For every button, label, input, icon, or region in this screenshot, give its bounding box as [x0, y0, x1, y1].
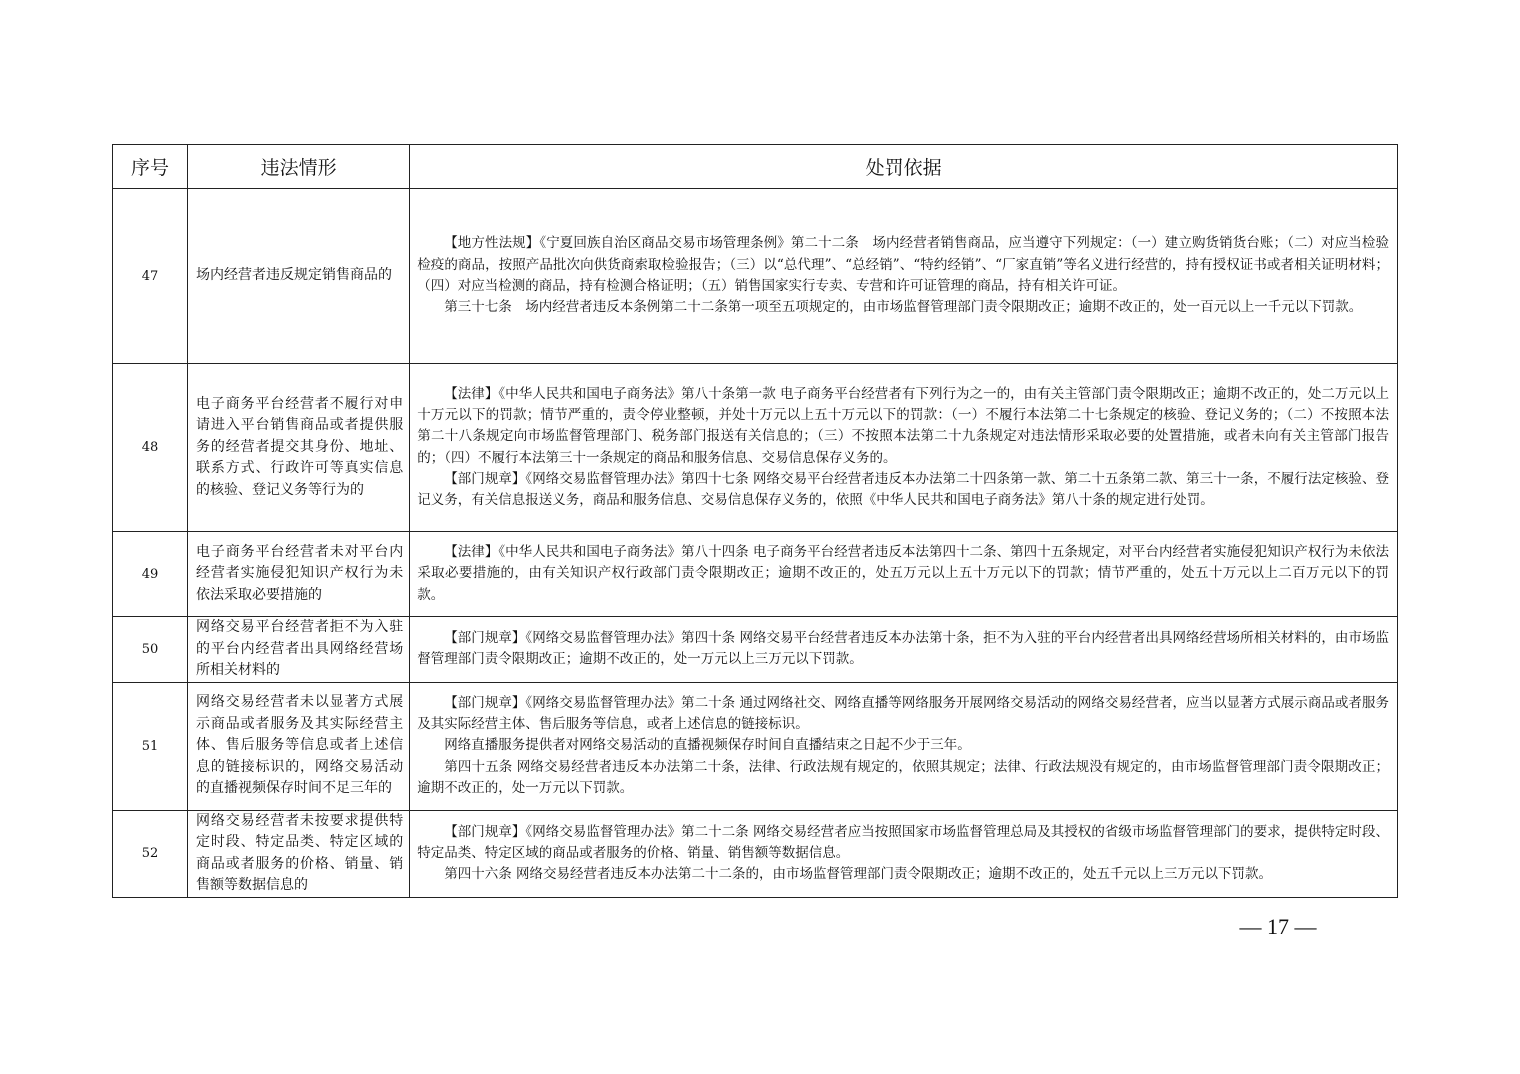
header-serial-number: 序号: [113, 145, 188, 189]
penalty-basis: [410, 810, 1398, 897]
table-row: [113, 532, 1398, 617]
basis-paragraph: 【部门规章】《网络交易监督管理办法》第二十条 通过网络社交、网络直播等网络服务开展网络交易活动的网络交易经营者，应当以显著方式展示商品或者服务及其实际经营主体、售后服务等信息，或者上述信息的链接标识。: [417, 694, 1389, 733]
violation-description: 网络交易平台经营者拒不为入驻的平台内经营者出具网络经营场所相关材料的: [188, 617, 410, 683]
basis-paragraph: 第四十五条 网络交易经营者违反本办法第二十条，法律、行政法规有规定的，依照其规定；法律、行政法规没有规定的，由市场监督管理部门责令限期改正；逾期不改正的，处一万元以下罚款。: [417, 758, 1389, 796]
basis-paragraph: 第三十七条 场内经营者违反本条例第二十二条第一项至五项规定的，由市场监督管理部门责令限期改正；逾期不改正的，处一百元以上一千元以下罚款。: [444, 299, 1363, 316]
basis-paragraph: 【法律】《中华人民共和国电子商务法》第八十四条 电子商务平台经营者违反本法第四十二条、第四十五条规定，对平台内经营者实施侵犯知识产权行为未依法采取必要措施的，由有关知识产权行政部门责令限期改正；逾期不改正的，处五万元以上五十万元以下的罚款；情节严重的，处五十万元以上二百万元以下的罚款。: [417, 544, 1389, 603]
table-row: [113, 364, 1398, 532]
basis-paragraph: 【地方性法规】《宁夏回族自治区商品交易市场管理条例》第二十二条 场内经营者销售商品，应当遵守下列规定：（一）建立购货销货台账；（二）对应当检验检疫的商品，按照产品批次向供货商索取检验报告；（三）以“总代理”、“总经销”、“特约经销”、“厂家直销”等名义进行经营的，持有授权证书或者相关证明材料；（四）对应当检测的商品，持有检测合格证明；（五）销售国家实行专卖、专营和许可证管理的商品，持有相关许可证。: [417, 235, 1389, 294]
row-number: 49: [113, 532, 188, 617]
violation-description: 电子商务平台经营者不履行对申请进入平台销售商品或者提供服务的经营者提交其身份、地址、联系方式、行政许可等真实信息的核验、登记义务等行为的: [188, 364, 410, 532]
table-row: [113, 810, 1398, 897]
violation-description: 电子商务平台经营者未对平台内经营者实施侵犯知识产权行为未依法采取必要措施的: [188, 532, 410, 617]
basis-paragraph: 【部门规章】《网络交易监督管理办法》第四十七条 网络交易平台经营者违反本办法第二十四条第一款、第二十五条第二款、第三十一条，不履行法定核验、登记义务，有关信息报送义务，商品和服务信息、交易信息保存义务的，依照《中华人民共和国电子商务法》第八十条的规定进行处罚。: [417, 470, 1389, 509]
basis-paragraph: 【部门规章】《网络交易监督管理办法》第二十二条 网络交易经营者应当按照国家市场监督管理总局及其授权的省级市场监督管理部门的要求，提供特定时段、特定品类、特定区域的商品或者服务的价格、销量、销售额等数据信息。: [417, 823, 1389, 861]
penalty-basis: [410, 364, 1398, 532]
penalty-basis: [410, 532, 1398, 617]
row-number: 50: [113, 617, 188, 683]
row-number: 47: [113, 189, 188, 364]
row-number: 52: [113, 810, 188, 897]
violation-description: 网络交易经营者未按要求提供特定时段、特定品类、特定区域的商品或者服务的价格、销量、销售额等数据信息的: [188, 810, 410, 897]
table-header-row: [113, 145, 1398, 189]
basis-paragraph: 【法律】《中华人民共和国电子商务法》第八十条第一款 电子商务平台经营者有下列行为之一的，由有关主管部门责令限期改正；逾期不改正的，处二万元以上十万元以下的罚款；情节严重的，责令停业整顿，并处十万元以上五十万元以下的罚款：（一）不履行本法第二十七条规定的核验、登记义务的；（二）不按照本法第二十八条规定向市场监督管理部门、税务部门报送有关信息的；（三）不按照本法第二十九条规定对违法情形采取必要的处置措施，或者未向有关主管部门报告的；（四）不履行本法第三十一条规定的商品和服务信息、交易信息保存义务的。: [417, 385, 1389, 466]
table-row: [113, 617, 1398, 683]
table-row: [113, 189, 1398, 364]
violation-description: 场内经营者违反规定销售商品的: [188, 189, 410, 364]
penalty-table: [112, 144, 1398, 898]
row-number: 51: [113, 682, 188, 810]
violation-description: 网络交易经营者未以显著方式展示商品或者服务及其实际经营主体、售后服务等信息或者上述信息的链接标识的，网络交易活动的直播视频保存时间不足三年的: [188, 682, 410, 810]
basis-paragraph: 【部门规章】《网络交易监督管理办法》第四十条 网络交易平台经营者违反本办法第十条，拒不为入驻的平台内经营者出具网络经营场所相关材料的，由市场监督管理部门责令限期改正；逾期不改正的，处一万元以上三万元以下罚款。: [417, 629, 1389, 668]
penalty-basis: [410, 617, 1398, 683]
row-number: 48: [113, 364, 188, 532]
page-number: — 17 —: [1239, 914, 1317, 939]
header-violation: 违法情形: [188, 145, 410, 189]
penalty-basis: [410, 189, 1398, 364]
table-row: [113, 682, 1398, 810]
basis-paragraph: 网络直播服务提供者对网络交易活动的直播视频保存时间自直播结束之日起不少于三年。: [444, 737, 971, 754]
penalty-basis: [410, 682, 1398, 810]
header-penalty-basis: 处罚依据: [410, 145, 1398, 189]
basis-paragraph: 第四十六条 网络交易经营者违反本办法第二十二条的，由市场监督管理部门责令限期改正；逾期不改正的，处五千元以上三万元以下罚款。: [444, 866, 1273, 883]
